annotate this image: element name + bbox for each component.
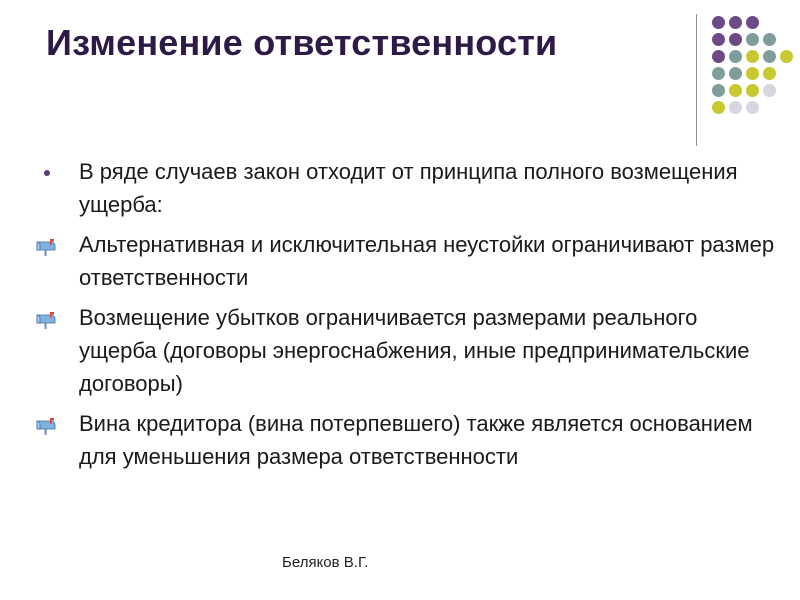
decorative-dot xyxy=(729,84,742,97)
decorative-dot xyxy=(763,50,776,63)
decorative-dot xyxy=(763,84,776,97)
decorative-dot xyxy=(746,84,759,97)
list-item xyxy=(0,407,800,473)
author-footer: Беляков В.Г. xyxy=(282,554,369,571)
decorative-dot xyxy=(712,67,725,80)
decorative-dot xyxy=(712,16,725,29)
mailbox-icon xyxy=(35,311,57,329)
mailbox-icon xyxy=(35,238,57,256)
decorative-dot xyxy=(746,50,759,63)
decorative-dot xyxy=(729,33,742,46)
list-item xyxy=(0,155,800,221)
decorative-dot xyxy=(746,33,759,46)
slide-title: Изменение ответственности xyxy=(46,22,558,63)
list-item-text: Вина кредитора (вина потерпевшего) также является основанием для уменьшения размера ответственности xyxy=(79,411,753,469)
decorative-dot xyxy=(746,67,759,80)
decorative-dot xyxy=(729,101,742,114)
dot-icon xyxy=(44,170,50,176)
decorative-dot xyxy=(712,50,725,63)
mailbox-icon xyxy=(35,417,57,435)
bullet-list xyxy=(0,155,800,480)
decorative-dot xyxy=(746,101,759,114)
decorative-dot xyxy=(763,67,776,80)
decorative-dot xyxy=(729,16,742,29)
decorative-dot xyxy=(712,101,725,114)
decorative-dot xyxy=(729,67,742,80)
list-item-text: В ряде случаев закон отходит от принципа полного возмещения ущерба: xyxy=(79,159,738,217)
decorative-dot-grid xyxy=(0,0,800,140)
decorative-dot xyxy=(780,50,793,63)
list-item-text: Альтернативная и исключительная неустойки ограничивают размер ответственности xyxy=(79,232,775,290)
decorative-dot xyxy=(746,16,759,29)
decorative-dot xyxy=(729,50,742,63)
decorative-dot xyxy=(712,84,725,97)
list-item xyxy=(0,301,800,400)
decorative-dot xyxy=(763,33,776,46)
list-item xyxy=(0,228,800,294)
decorative-dot xyxy=(712,33,725,46)
list-item-text: Возмещение убытков ограничивается размерами реального ущерба (договоры энергоснабжения, иные предпринимательские договоры) xyxy=(79,305,750,396)
